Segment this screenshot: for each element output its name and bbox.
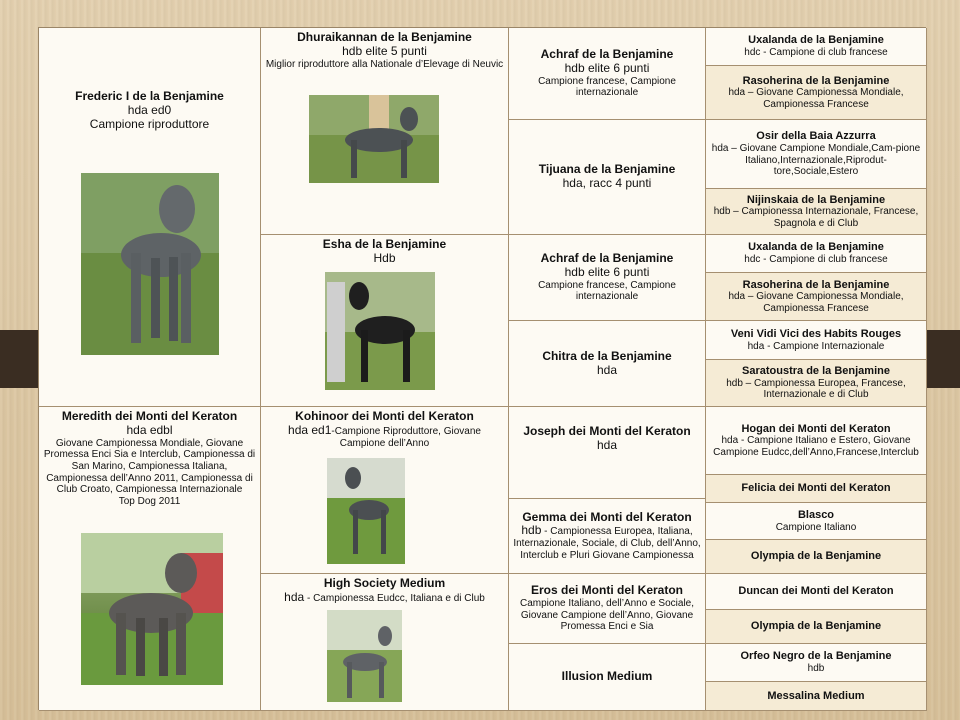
g4-name-15: Orfeo Negro de la Benjamine — [740, 650, 892, 663]
g4-cell-11 — [706, 503, 927, 540]
g3-title-5: hda — [596, 437, 618, 452]
pedigree-table — [38, 27, 926, 710]
g3-cell-4 — [509, 321, 706, 407]
g4-name-4: Nijinskaia de la Benjamine — [746, 193, 886, 206]
g3-cell-8 — [509, 644, 706, 711]
ss-name: Dhuraikannan de la Benjamine — [297, 30, 472, 44]
g4-name-3: Osir della Baia Azzurra — [756, 130, 876, 143]
ds-title: hda ed1 — [288, 422, 332, 437]
g3-cell-1 — [509, 28, 706, 120]
ss-photo — [309, 95, 439, 183]
g4-info-4: hdb – Campionessa Internazionale, Francese, Spagnola e di Club — [713, 206, 919, 229]
g3-title-3: hdb elite 6 punti — [564, 264, 650, 279]
g4-name-9: Hogan dei Monti del Keraton — [741, 422, 891, 435]
dam-topdog: Top Dog 2011 — [118, 495, 181, 507]
sd-name: Esha de la Benjamine — [322, 237, 447, 251]
g4-name-11: Blasco — [797, 508, 835, 521]
g4-cell-9 — [706, 407, 927, 475]
dam-name: Meredith dei Monti del Keraton — [61, 409, 238, 423]
g3-cell-7 — [509, 574, 706, 644]
g4-info-3: hda – Giovane Campione Mondiale,Cam-pione Italiano,Internazionale,Riprodut-tore,Sociale,Estero — [711, 142, 921, 178]
g4-name-13: Duncan dei Monti del Keraton — [738, 585, 894, 598]
ds-name: Kohinoor dei Monti del Keraton — [295, 409, 474, 423]
g3-title-1: hdb elite 6 punti — [564, 60, 650, 75]
g4-cell-3 — [706, 120, 927, 189]
g3-award-6: - Campionessa Europea, Italiana, Internazionale, Sociale, di Club, dell’Anno, Interclub e Pluri Giovane Campionessa — [513, 526, 701, 561]
dam-photo — [81, 533, 223, 685]
g4-name-16: Messalina Medium — [767, 689, 865, 702]
g4-info-15: hdb — [807, 663, 825, 675]
g3-name-2: Tijuana de la Benjamine — [538, 162, 676, 177]
g4-info-9: hda - Campione Italiano e Estero, Giovane Campione Eudcc,dell’Anno,Francese,Interclub — [713, 435, 919, 458]
ds-photo — [327, 458, 405, 564]
sire-name: Frederic I de la Benjamine — [75, 89, 224, 103]
g3-name-1: Achraf de la Benjamine — [540, 47, 674, 61]
g3-name-5: Joseph dei Monti del Keraton — [523, 424, 691, 438]
g3-name-6: Gemma dei Monti del Keraton — [522, 509, 692, 524]
dam-awards: Giovane Campionessa Mondiale, Giovane Promessa Enci Sia e Interclub, Campionessa di San Marino, Campionessa Italiana, Campionessa dell’Anno 2011, Campionessa di Club Croato, Campionessa Internazionale — [43, 437, 256, 496]
g4-cell-2 — [706, 66, 927, 120]
g4-name-14: Olympia de la Benjamine — [750, 620, 882, 633]
sd-photo — [325, 272, 435, 390]
g3-title-2: hda, racc 4 punti — [562, 176, 652, 190]
g4-name-8: Saratoustra de la Benjamine — [742, 365, 890, 378]
g4-name-7: Veni Vidi Vici des Habits Rouges — [730, 327, 902, 340]
ds-award: -Campione Riproduttore, Giovane Campione dell’Anno — [331, 425, 481, 449]
g3-cell-2 — [509, 120, 706, 235]
sire-award: Campione riproduttore — [89, 116, 210, 131]
g4-info-2: hda – Giovane Campionessa Mondiale, Campionessa Francese — [728, 87, 904, 110]
g3-cell-3 — [509, 235, 706, 321]
g4-cell-13 — [706, 574, 927, 610]
g3-name-4: Chitra de la Benjamine — [542, 348, 672, 363]
g3-name-7: Eros dei Monti del Keraton — [530, 583, 683, 598]
g4-cell-15 — [706, 644, 927, 682]
g4-info-7: hda - Campione Internazionale — [747, 340, 885, 352]
g3-award-7: Campione Italiano, dell’Anno e Sociale, Giovane Campione dell’Anno, Giovane Promessa Enci e Sia — [520, 598, 694, 633]
g4-cell-4 — [706, 189, 927, 235]
g4-cell-10 — [706, 475, 927, 503]
dd-title: hda — [284, 589, 305, 604]
g3-title-4: hda — [596, 362, 618, 377]
ss-award: Miglior riproduttore alla Nationale d’Elevage di Neuvic — [265, 58, 504, 70]
g3-award-3: Campione francese, Campione internazionale — [538, 279, 676, 303]
g3-cell-6 — [509, 499, 706, 574]
g4-info-1: hdc - Campione di club francese — [744, 47, 888, 59]
g4-info-6: hda – Giovane Campionessa Mondiale, Campionessa Francese — [728, 291, 904, 314]
g4-cell-8 — [706, 360, 927, 407]
g4-cell-14 — [706, 610, 927, 644]
g4-name-5: Uxalanda de la Benjamine — [748, 241, 884, 254]
g3-award-1: Campione francese, Campione internazionale — [538, 75, 676, 99]
g4-name-12: Olympia de la Benjamine — [750, 550, 882, 563]
ss-title: hdb elite 5 punti — [342, 43, 427, 58]
g4-info-5: hdc - Campione di club francese — [744, 254, 888, 266]
g3-name-8: Illusion Medium — [561, 669, 653, 684]
g4-cell-16 — [706, 682, 927, 711]
g4-name-2: Rasoherina de la Benjamine — [742, 74, 890, 87]
dam-title: hda edbl — [126, 422, 173, 437]
dd-name: High Society Medium — [323, 576, 446, 590]
g4-cell-12 — [706, 540, 927, 574]
dd-photo — [327, 610, 402, 702]
g4-name-10: Felicia dei Monti del Keraton — [741, 482, 891, 495]
sire-photo — [81, 173, 219, 355]
sd-title: Hdb — [373, 250, 396, 265]
g4-cell-5 — [706, 235, 927, 273]
g4-info-11: Campione Italiano — [775, 521, 857, 533]
g4-cell-6 — [706, 273, 927, 321]
g4-name-6: Rasoherina de la Benjamine — [742, 278, 890, 291]
g4-name-1: Uxalanda de la Benjamine — [748, 34, 884, 47]
dd-award: - Campionessa Eudcc, Italiana e di Club — [304, 592, 485, 604]
g4-cell-1 — [706, 28, 927, 66]
g3-cell-5 — [509, 407, 706, 499]
g4-info-8: hdb – Campionessa Europea, Francese, Internazionale e di Club — [726, 377, 906, 401]
g3-title-6: hdb — [521, 523, 542, 538]
g3-name-3: Achraf de la Benjamine — [540, 251, 674, 265]
sire-title: hda ed0 — [127, 102, 172, 117]
g4-cell-7 — [706, 321, 927, 360]
